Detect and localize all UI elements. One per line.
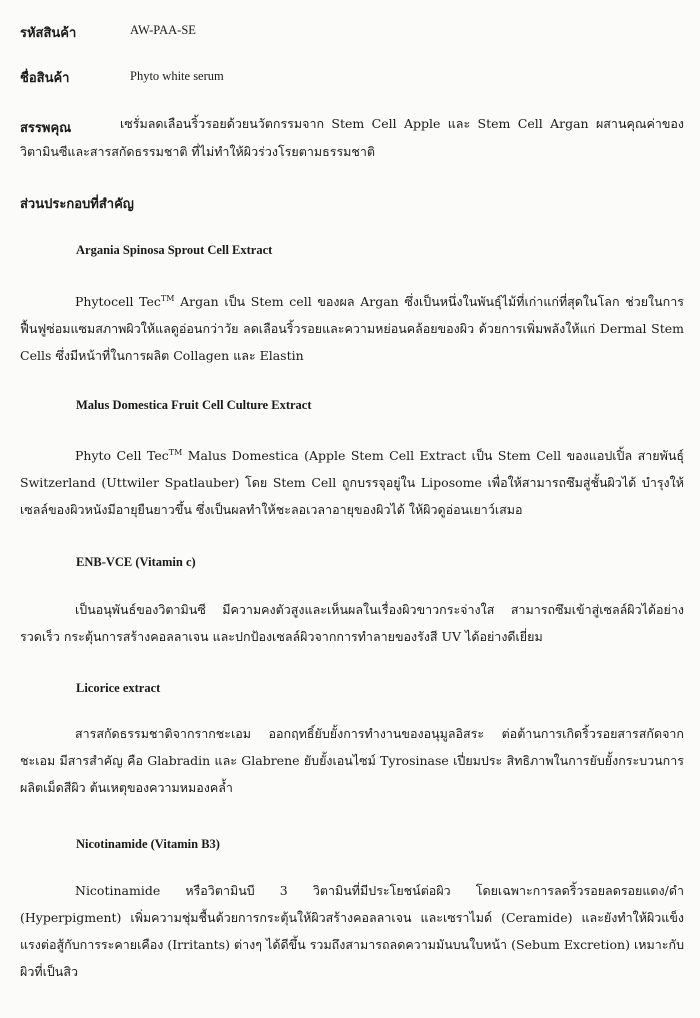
ingredient-description <box>20 439 684 523</box>
trademark-mark: TM <box>160 294 175 303</box>
ingredient-name: Licorice extract <box>76 681 161 695</box>
ingredient-lead: Phytocell Tec <box>75 294 161 310</box>
product-code-value: AW-PAA-SE <box>130 23 196 37</box>
ingredient-description <box>20 877 684 985</box>
benefit-label: สรรพคุณ <box>20 121 72 136</box>
ingredient-text: เป็นอนุพันธ์ของวิตามินซี มีความคงตัวสูงและเห็นผลในเรื่องผิวขาวกระจ่างใส สามารถซึมเข้าสู่เซลล์ผิวได้อย่างรวดเร็ว กระตุ้นการสร้างคอลลาเจน และปกป้องเซลล์ผิวจากการทำลายของรังสี UV ได้อย่างดีเยี่ยม <box>20 602 684 644</box>
ingredient-text: สารสกัดธรรมชาติจากรากชะเอม ออกฤทธิ์ยับยั้งการทำงานของอนุมูลอิสระ ต่อต้านการเกิดริ้วรอยสารสกัดจากชะเอม มีสารสำคัญ คือ Glabradin และ Glabrene ยับยั้งเอนไซม์ Tyrosinase เปี่ยมประ สิทธิภาพในการยับยั้งกระบวนการผลิตเม็ดสีผิว ต้นเหตุของความหมองคล้ำ <box>20 726 684 795</box>
ingredient-name: Nicotinamide (Vitamin B3) <box>76 837 220 851</box>
trademark-mark: TM <box>168 448 183 457</box>
ingredient-name: ENB-VCE (Vitamin c) <box>76 555 196 569</box>
benefit-text: เซรั่มลดเลือนริ้วรอยด้วยนวัตกรรมจาก Stem Cell Apple และ Stem Cell Argan ผสานคุณค่าของวิตามินซีและสารสกัดธรรมชาติ ที่ไม่ทำให้ผิวร่วงโรยตามธรรมชาติ <box>20 116 684 159</box>
ingredient-lead: Phyto Cell Tec <box>75 448 169 464</box>
ingredient-description <box>20 285 684 369</box>
product-name-label: ชื่อสินค้า <box>20 71 70 86</box>
ingredients-heading: ส่วนประกอบที่สำคัญ <box>20 197 134 212</box>
ingredient-text: Nicotinamide หรือวิตามินบี 3 วิตามินที่มีประโยชน์ต่อผิว โดยเฉพาะการลดริ้วรอยลดรอยแดง/ดำ (Hyperpigment) เพิ่มความชุ่มชื้นด้วยการกระตุ้นให้ผิวสร้างคอลลาเจน และเซราไมด์ (Ceramide) และยังทำให้ผิวแข็งแรงต่อสู้กับการระคายเคือง (Irritants) ต่างๆ ได้ดีขึ้น รวมถึงสามารถลดความมันบนใบหน้า (Sebum Excretion) เหมาะกับผิวที่เป็นสิว <box>20 883 684 979</box>
ingredient-name: Argania Spinosa Sprout Cell Extract <box>76 243 273 257</box>
product-code-label: รหัสสินค้า <box>20 26 77 41</box>
ingredient-name: Malus Domestica Fruit Cell Culture Extract <box>76 398 312 412</box>
product-name-value: Phyto white serum <box>130 69 224 83</box>
ingredient-text: Argan เป็น Stem cell ของผล Argan ซึ่งเป็นหนึ่งในพันธุ์ไม้ที่เก่าแก่ที่สุดในโลก ช่วยในการฟื้นฟูซ่อมแซมสภาพผิวให้แลดูอ่อนกว่าวัย ลดเลือนริ้วรอยและความหย่อนคล้อยของผิว ด้วยการเพิ่มพลังให้แก่ Dermal Stem Cells ซึ่งมีหน้าที่ในการผลิต Collagen และ Elastin <box>20 294 684 364</box>
ingredient-description <box>20 596 684 650</box>
ingredient-description <box>20 720 684 801</box>
ingredient-text: Malus Domestica (Apple Stem Cell Extract เป็น Stem Cell ของแอปเปิ้ล สายพันธุ์ Switzerland (Uttwiler Spatlauber) โดย Stem Cell ถูกบรรจุอยู่ใน Liposome เพื่อให้สามารถซึมสู่ชั้นผิวได้ บำรุงให้เซลล์ของผิวหนังมีอายุยืนยาวขึ้น ซึ่งเป็นผลทำให้ชะลอเวลาอายุของผิวได้ ให้ผิวดูอ่อนเยาว์เสมอ <box>20 448 684 518</box>
